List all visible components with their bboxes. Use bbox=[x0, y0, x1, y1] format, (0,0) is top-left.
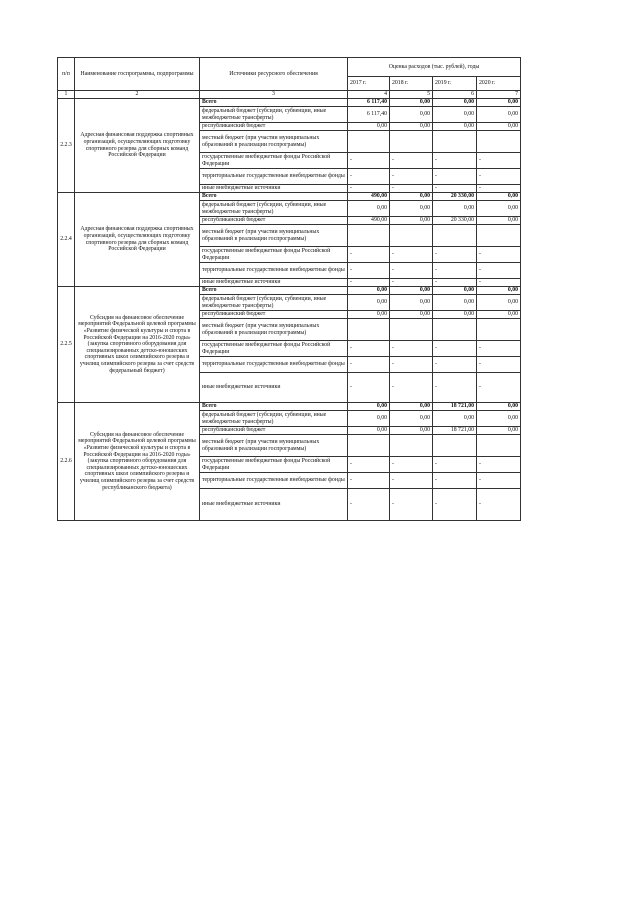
amount-dash: - bbox=[390, 457, 433, 473]
amount-cell bbox=[433, 131, 477, 153]
amount-dash: - bbox=[348, 153, 390, 169]
funding-source: территориальные государственные внебюджетные фонды bbox=[200, 169, 348, 185]
amount-cell: 0,00 bbox=[477, 411, 521, 427]
amount-cell: 0,00 bbox=[433, 295, 477, 311]
amount-cell bbox=[390, 225, 433, 247]
funding-source: местный бюджет (при участии муниципальных образований в реализации госпрограммы) bbox=[200, 319, 348, 341]
amount-cell: 0,00 bbox=[348, 287, 390, 295]
funding-source: иные внебюджетные источники bbox=[200, 373, 348, 403]
funding-source: федеральный бюджет (субсидии, субвенции, иные межбюджетные трансферты) bbox=[200, 201, 348, 217]
amount-dash: - bbox=[348, 489, 390, 521]
funding-source: федеральный бюджет (субсидии, субвенции, иные межбюджетные трансферты) bbox=[200, 295, 348, 311]
funding-source: федеральный бюджет (субсидии, субвенции, иные межбюджетные трансферты) bbox=[200, 107, 348, 123]
table-row bbox=[58, 287, 521, 295]
amount-cell: 0,00 bbox=[477, 99, 521, 107]
amount-cell bbox=[390, 319, 433, 341]
funding-source: иные внебюджетные источники bbox=[200, 489, 348, 521]
amount-cell: 0,00 bbox=[477, 217, 521, 225]
amount-cell: 18 721,00 bbox=[433, 427, 477, 435]
amount-cell: 0,00 bbox=[433, 107, 477, 123]
program-number: 2.2.6 bbox=[58, 403, 75, 521]
amount-cell: 0,00 bbox=[477, 403, 521, 411]
amount-dash: - bbox=[477, 185, 521, 193]
amount-cell: 20 330,00 bbox=[433, 193, 477, 201]
funding-source: республиканский бюджет bbox=[200, 311, 348, 319]
amount-dash: - bbox=[348, 357, 390, 373]
amount-dash: - bbox=[433, 263, 477, 279]
amount-cell: 18 721,00 bbox=[433, 403, 477, 411]
amount-dash: - bbox=[390, 279, 433, 287]
amount-cell: 0,00 bbox=[390, 201, 433, 217]
amount-cell: 0,00 bbox=[390, 403, 433, 411]
amount-cell: 0,00 bbox=[433, 201, 477, 217]
funding-source: территориальные государственные внебюджетные фонды bbox=[200, 263, 348, 279]
amount-dash: - bbox=[390, 473, 433, 489]
amount-cell: 0,00 bbox=[390, 193, 433, 201]
amount-cell: 0,00 bbox=[390, 217, 433, 225]
amount-dash: - bbox=[477, 473, 521, 489]
program-number: 2.2.4 bbox=[58, 193, 75, 287]
amount-dash: - bbox=[433, 279, 477, 287]
amount-dash: - bbox=[348, 185, 390, 193]
program-name: Субсидия на финансовое обеспечение мероприятий Федеральной целевой программы «Развитие физической культуры и спорта в Российской Федерации на 2016-2020 годы» (закупка спортивного оборудования для специализированных детско-юношеских спортивных школ олимпийского резерва и училищ олимпийского резерва за счет средств республиканского бюджета) bbox=[75, 403, 200, 521]
column-index-row bbox=[58, 91, 521, 99]
program-name: Адресная финансовая поддержка спортивных организаций, осуществляющих подготовку спортивного резерва для сборных команд Российской Федерации bbox=[75, 99, 200, 193]
amount-dash: - bbox=[433, 153, 477, 169]
amount-cell bbox=[477, 225, 521, 247]
amount-cell bbox=[477, 131, 521, 153]
program-name: Адресная финансовая поддержка спортивных организаций, осуществляющих подготовку спортивного резерва для сборных команд Российской Федерации bbox=[75, 193, 200, 287]
amount-cell bbox=[433, 319, 477, 341]
funding-source: Всего bbox=[200, 193, 348, 201]
amount-dash: - bbox=[433, 341, 477, 357]
funding-source: государственные внебюджетные фонды Российской Федерации bbox=[200, 247, 348, 263]
amount-cell bbox=[390, 131, 433, 153]
header-estimate: Оценка расходов (тыс. рублей), годы bbox=[348, 58, 521, 77]
amount-cell: 0,00 bbox=[433, 123, 477, 131]
amount-dash: - bbox=[433, 457, 477, 473]
amount-dash: - bbox=[390, 357, 433, 373]
amount-cell bbox=[433, 225, 477, 247]
column-index: 3 bbox=[200, 91, 348, 99]
amount-dash: - bbox=[348, 473, 390, 489]
program-number: 2.2.5 bbox=[58, 287, 75, 403]
column-index: 7 bbox=[477, 91, 521, 99]
amount-dash: - bbox=[390, 489, 433, 521]
amount-dash: - bbox=[433, 373, 477, 403]
amount-cell: 0,00 bbox=[390, 287, 433, 295]
amount-cell: 0,00 bbox=[477, 107, 521, 123]
amount-cell: 0,00 bbox=[348, 427, 390, 435]
amount-dash: - bbox=[433, 185, 477, 193]
column-index: 2 bbox=[75, 91, 200, 99]
amount-dash: - bbox=[477, 489, 521, 521]
funding-source: территориальные государственные внебюджетные фонды bbox=[200, 473, 348, 489]
header-year: 2020 г. bbox=[477, 77, 521, 91]
amount-dash: - bbox=[433, 357, 477, 373]
amount-cell: 0,00 bbox=[433, 311, 477, 319]
amount-dash: - bbox=[348, 341, 390, 357]
amount-cell: 0,00 bbox=[390, 99, 433, 107]
amount-cell: 0,00 bbox=[390, 123, 433, 131]
amount-cell: 0,00 bbox=[433, 99, 477, 107]
funding-source: Всего bbox=[200, 99, 348, 107]
amount-cell: 0,00 bbox=[433, 411, 477, 427]
header-year: 2019 г. bbox=[433, 77, 477, 91]
column-index: 4 bbox=[348, 91, 390, 99]
header-name: Наименование госпрограммы, подпрограммы bbox=[75, 58, 200, 91]
amount-dash: - bbox=[390, 169, 433, 185]
column-index: 5 bbox=[390, 91, 433, 99]
amount-cell: 0,00 bbox=[477, 201, 521, 217]
amount-cell: 0,00 bbox=[477, 427, 521, 435]
funding-source: республиканский бюджет bbox=[200, 217, 348, 225]
amount-dash: - bbox=[433, 489, 477, 521]
amount-cell bbox=[477, 435, 521, 457]
funding-source: государственные внебюджетные фонды Российской Федерации bbox=[200, 153, 348, 169]
funding-source: Всего bbox=[200, 403, 348, 411]
amount-cell: 0,00 bbox=[477, 295, 521, 311]
amount-cell: 0,00 bbox=[348, 311, 390, 319]
budget-table bbox=[57, 57, 521, 521]
program-name: Субсидия на финансовое обеспечение мероприятий Федеральной целевой программы «Развитие физической культуры и спорта в Российской Федерации на 2016-2020 годы» (закупка спортивного оборудования для специализированных детско-юношеских спортивных школ олимпийского резерва и училищ олимпийского резерва за счет средств федеральный бюджет) bbox=[75, 287, 200, 403]
amount-cell: 0,00 bbox=[390, 411, 433, 427]
header-num: п/п bbox=[58, 58, 75, 91]
funding-source: иные внебюджетные источники bbox=[200, 185, 348, 193]
amount-cell: 490,00 bbox=[348, 217, 390, 225]
funding-source: местный бюджет (при участии муниципальных образований в реализации госпрограммы) bbox=[200, 435, 348, 457]
table-row bbox=[58, 193, 521, 201]
amount-cell: 0,00 bbox=[433, 287, 477, 295]
funding-source: республиканский бюджет bbox=[200, 427, 348, 435]
table-header-row bbox=[58, 58, 521, 77]
funding-source: иные внебюджетные источники bbox=[200, 279, 348, 287]
amount-dash: - bbox=[477, 341, 521, 357]
amount-dash: - bbox=[348, 373, 390, 403]
amount-cell: 0,00 bbox=[348, 295, 390, 311]
amount-dash: - bbox=[348, 279, 390, 287]
funding-source: территориальные государственные внебюджетные фонды bbox=[200, 357, 348, 373]
funding-source: Всего bbox=[200, 287, 348, 295]
amount-cell: 0,00 bbox=[390, 427, 433, 435]
amount-dash: - bbox=[477, 263, 521, 279]
amount-cell: 6 117,40 bbox=[348, 107, 390, 123]
amount-cell: 0,00 bbox=[348, 411, 390, 427]
amount-cell bbox=[477, 319, 521, 341]
amount-dash: - bbox=[477, 247, 521, 263]
amount-dash: - bbox=[477, 153, 521, 169]
amount-cell: 0,00 bbox=[477, 123, 521, 131]
table-row bbox=[58, 403, 521, 411]
funding-source: республиканский бюджет bbox=[200, 123, 348, 131]
amount-cell: 0,00 bbox=[477, 311, 521, 319]
amount-cell: 6 117,40 bbox=[348, 99, 390, 107]
amount-cell: 0,00 bbox=[348, 201, 390, 217]
amount-cell: 0,00 bbox=[390, 295, 433, 311]
amount-cell: 0,00 bbox=[348, 123, 390, 131]
amount-cell: 490,00 bbox=[348, 193, 390, 201]
amount-dash: - bbox=[390, 185, 433, 193]
amount-cell: 0,00 bbox=[477, 193, 521, 201]
header-year: 2017 г. bbox=[348, 77, 390, 91]
amount-cell bbox=[348, 131, 390, 153]
amount-dash: - bbox=[348, 247, 390, 263]
amount-dash: - bbox=[348, 457, 390, 473]
amount-dash: - bbox=[433, 247, 477, 263]
column-index: 1 bbox=[58, 91, 75, 99]
amount-cell bbox=[348, 319, 390, 341]
funding-source: местный бюджет (при участии муниципальных образований в реализации госпрограммы) bbox=[200, 225, 348, 247]
funding-source: местный бюджет (при участии муниципальных образований в реализации госпрограммы) bbox=[200, 131, 348, 153]
amount-dash: - bbox=[348, 169, 390, 185]
amount-dash: - bbox=[390, 373, 433, 403]
amount-dash: - bbox=[433, 473, 477, 489]
amount-dash: - bbox=[477, 457, 521, 473]
amount-dash: - bbox=[390, 263, 433, 279]
amount-cell: 0,00 bbox=[348, 403, 390, 411]
program-number: 2.2.3 bbox=[58, 99, 75, 193]
amount-dash: - bbox=[433, 169, 477, 185]
column-index: 6 bbox=[433, 91, 477, 99]
funding-source: государственные внебюджетные фонды Российской Федерации bbox=[200, 457, 348, 473]
amount-dash: - bbox=[390, 153, 433, 169]
amount-dash: - bbox=[348, 263, 390, 279]
amount-cell: 20 330,00 bbox=[433, 217, 477, 225]
header-year: 2018 г. bbox=[390, 77, 433, 91]
amount-dash: - bbox=[477, 373, 521, 403]
amount-dash: - bbox=[477, 357, 521, 373]
amount-cell bbox=[433, 435, 477, 457]
amount-cell bbox=[348, 225, 390, 247]
funding-source: государственные внебюджетные фонды Российской Федерации bbox=[200, 341, 348, 357]
amount-dash: - bbox=[477, 169, 521, 185]
header-source: Источники ресурсного обеспечения bbox=[200, 58, 348, 91]
table-row bbox=[58, 99, 521, 107]
amount-cell bbox=[348, 435, 390, 457]
amount-cell: 0,00 bbox=[390, 311, 433, 319]
funding-source: федеральный бюджет (субсидии, субвенции, иные межбюджетные трансферты) bbox=[200, 411, 348, 427]
amount-cell: 0,00 bbox=[390, 107, 433, 123]
amount-dash: - bbox=[390, 341, 433, 357]
amount-cell bbox=[390, 435, 433, 457]
amount-cell: 0,00 bbox=[477, 287, 521, 295]
amount-dash: - bbox=[390, 247, 433, 263]
amount-dash: - bbox=[477, 279, 521, 287]
